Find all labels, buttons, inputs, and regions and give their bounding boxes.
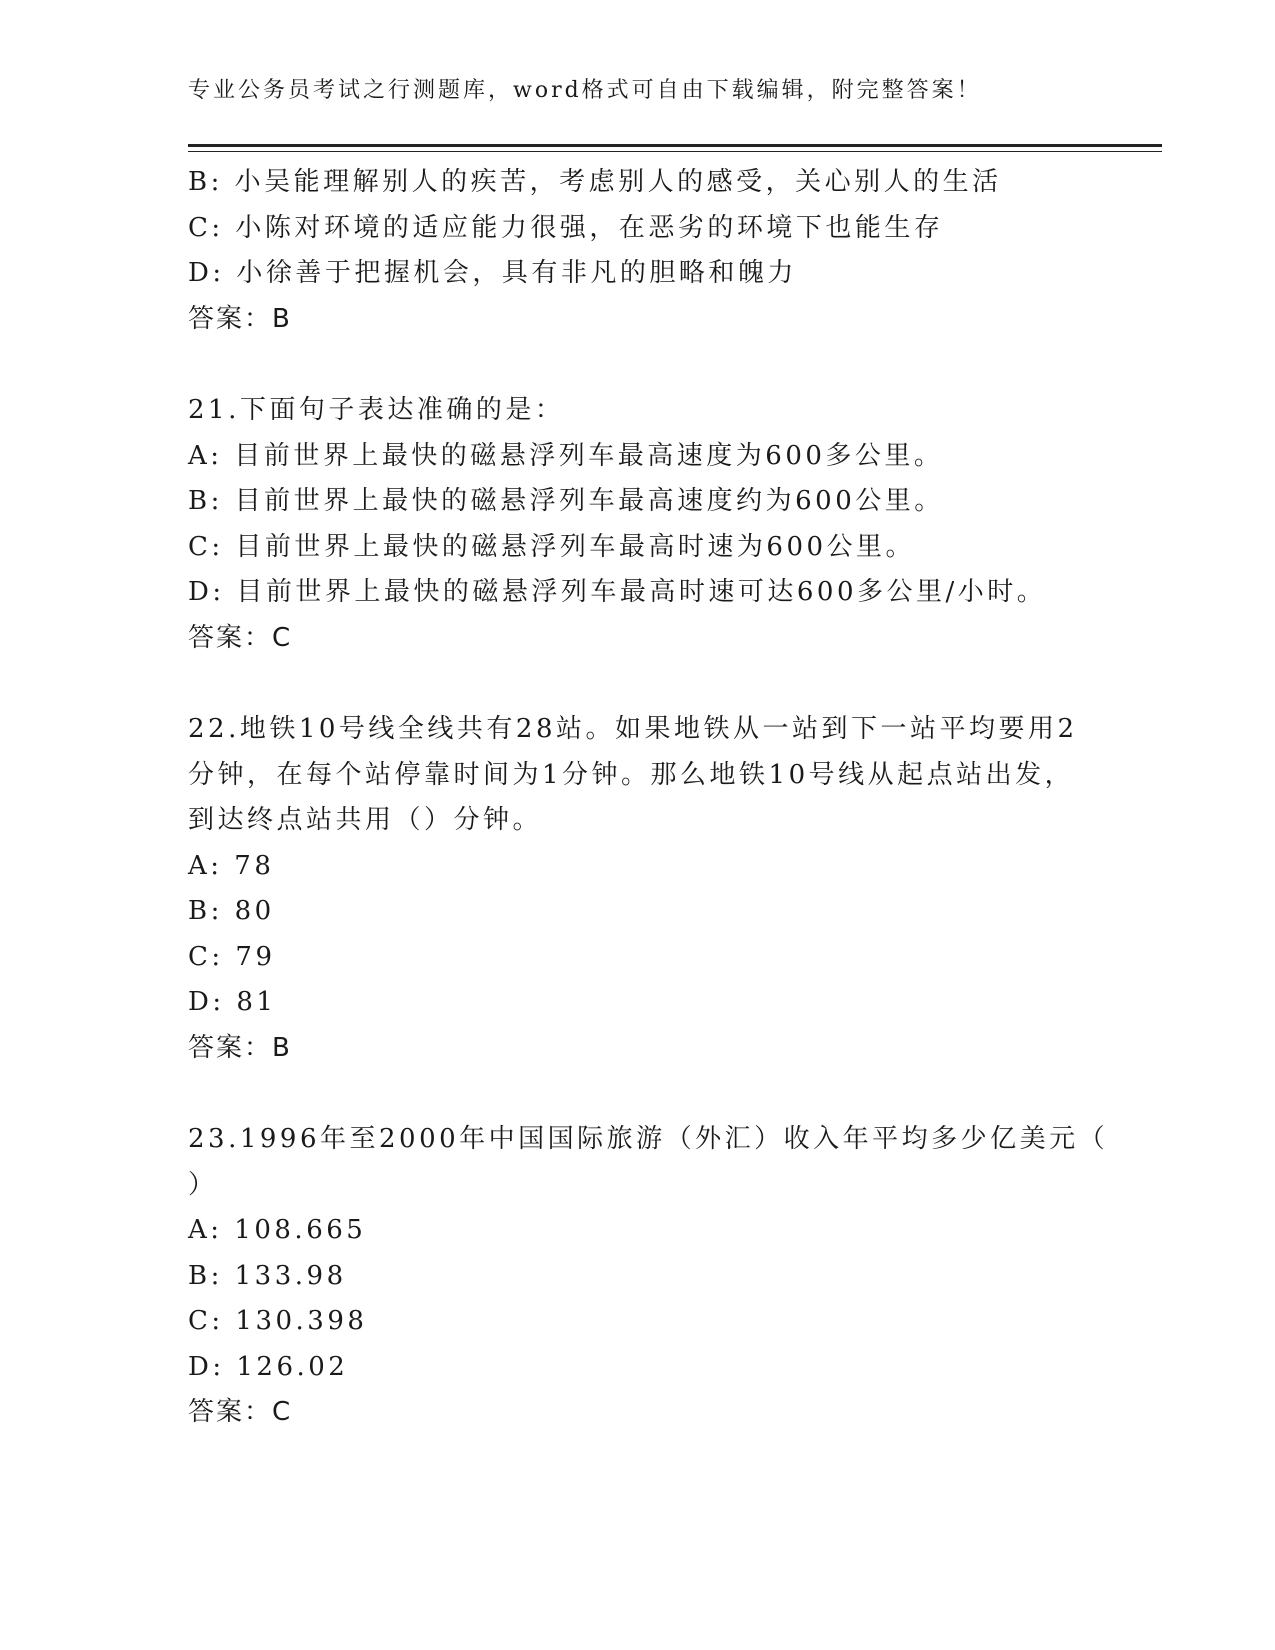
option-c: C: 目前世界上最快的磁悬浮列车最高时速为600公里。 [188,531,916,562]
spacer [188,661,1088,707]
option-d: D: 126.02 [188,1351,349,1382]
question-21 [188,388,1088,661]
prev-question [188,160,1088,342]
question-stem-line: ） [188,1169,218,1200]
option-a: A: 78 [188,850,275,881]
question-list [188,160,1109,1436]
spacer [188,1071,1088,1117]
option-b: B: 小吴能理解别人的疾苦，考虑别人的感受，关心别人的生活 [188,167,1002,197]
option-c: C: 130.398 [188,1306,368,1336]
question-stem: 21.下面句子表达准确的是： [188,395,565,425]
option-d: D: 81 [188,987,277,1017]
page-header: 专业公务员考试之行测题库，word格式可自由下载编辑，附完整答案！ [188,78,982,103]
option-a: A: 目前世界上最快的磁悬浮列车最高速度为600多公里。 [188,440,944,471]
option-b: B: 目前世界上最快的磁悬浮列车最高速度约为600公里。 [188,486,944,516]
option-b: B: 133.98 [188,1260,347,1291]
question-stem-line: 22.地铁10号线全线共有28站。如果地铁从一站到下一站平均要用2 [188,714,1078,744]
question-22 [188,707,1088,1071]
header-rule [188,144,1162,147]
question-stem-line: 分钟，在每个站停靠时间为1分钟。那么地铁10号线从起点站出发， [188,759,1075,790]
question-stem-line: 23.1996年至2000年中国国际旅游（外汇）收入年平均多少亿美元（ [188,1124,1109,1154]
question-stem-line: 到达终点站共用（）分钟。 [188,805,543,835]
option-c: C: 小陈对环境的适应能力很强，在恶劣的环境下也能生存 [188,212,944,243]
option-b: B: 80 [188,896,275,926]
answer: 答案：C [188,1397,293,1427]
option-d: D: 目前世界上最快的磁悬浮列车最高时速可达600多公里/小时。 [188,577,1047,607]
option-d: D: 小徐善于把握机会，具有非凡的胆略和魄力 [188,258,797,288]
answer: 答案：B [188,303,292,334]
option-a: A: 108.665 [188,1215,367,1245]
answer: 答案：C [188,622,293,653]
spacer [188,342,1088,388]
question-23 [188,1117,1109,1436]
option-c: C: 79 [188,941,276,972]
answer: 答案：B [188,1032,292,1063]
header-rule-thin [188,151,1162,152]
